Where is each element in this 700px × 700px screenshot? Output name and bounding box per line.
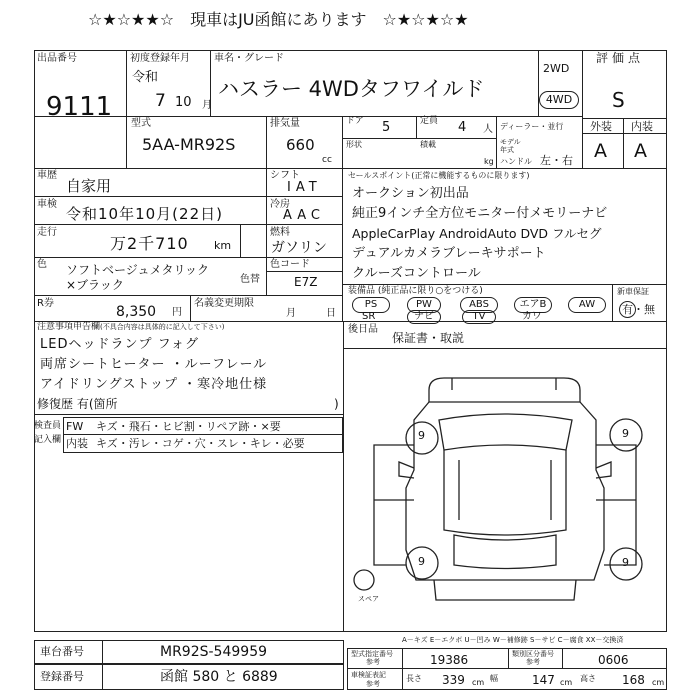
sales-point-5: クルーズコントロール [352,266,481,281]
fuel-label: 燃料 [270,227,290,238]
notes-list [40,337,267,397]
size-length-label: 長さ [406,674,422,683]
notes-label [37,323,224,332]
color-value-2: ×ブラック [66,278,124,292]
new-warranty-label: 新車保証 [617,287,649,296]
spare-label: スペア [358,595,379,603]
size-width-unit: cm [560,678,573,687]
displacement-value: 660 [286,136,315,154]
inspector-fw-text: キズ・飛石・ヒビ割・リペア跡・×要 [96,420,281,433]
rear-value: 保証書・取説 [392,331,465,345]
color-code-value: E7Z [294,275,318,289]
plate-label: 登録番号 [40,670,84,683]
rear-label: 後日品 [348,324,378,335]
repair-history: 修復歴 有(箇所 [37,397,118,411]
displacement-unit: cc [322,155,332,165]
notes-title: 注意事項申告欄 [37,322,101,332]
size-length: 339 [442,673,465,687]
equipment-note: (純正品に限り○をつける) [377,286,483,296]
sales-point-1: オークション初出品 [352,186,469,201]
fuel-value: ガソリン [271,240,327,256]
car-damage-diagram [344,350,668,620]
size-height-unit: cm [652,678,665,687]
size-label-2: 参考 [366,680,380,688]
equip-abs: ABS [460,297,498,313]
inspector-label-1: 検査員 [34,421,62,431]
color-change-label: 色替 [240,274,260,285]
sales-points-list [352,186,662,286]
handle-label: ハンドル [500,157,532,166]
plate-value: 函館 580 と 6889 [160,669,278,685]
model-year-label: モデル年式 [500,138,521,154]
doors-value: 5 [382,120,391,135]
equip-navi: ナビ [407,310,441,324]
banner: ☆★☆★★☆ 現車はJU函館にあります ☆★☆★☆★ [88,10,469,29]
equipment-label [348,287,483,296]
inspector-in-text: キズ・汚レ・コゲ・穴・スレ・キレ・必要 [96,437,305,450]
tire-mark-rr: 9 [622,556,629,569]
inspector-fw-label: FW [66,420,84,433]
displacement-label: 排気量 [270,118,300,129]
size-label-1: 車検証表記 [351,671,386,679]
size-height: 168 [622,673,645,687]
color-code-label: 色コード [270,259,310,270]
category-label-2: 参考 [526,658,540,666]
handle-value: 左・右 [540,154,573,167]
capacity-label: 定員 [420,116,439,126]
doors-label: ドア [346,116,364,126]
new-warranty-value: 有・無 [622,303,655,316]
lot-label: 出品番号 [37,53,77,64]
first-reg-era: 令和 [132,70,159,85]
exterior-label: 外装 [590,120,612,133]
interior-label: 内装 [631,120,653,133]
shift-value: IAT [287,180,322,195]
chassis-value: MR92S-549959 [160,644,268,660]
recycle-value: 8,350 [116,304,157,320]
score-label: 評価点 [596,51,645,65]
size-width: 147 [532,673,555,687]
color-value-1: ソフトベージュメタリック [66,263,210,277]
sales-points-label: セールスポイント(正常に機能するものに限ります) [348,171,530,180]
category-label-1: 類別区分番号 [512,650,554,658]
type-approval-label-2: 参考 [366,658,380,666]
note-line-2: 両席シートヒーター ・ルーフレール [40,357,268,372]
load-unit: kg [484,157,494,166]
chassis-label: 車台番号 [40,645,84,658]
drive-4wd-circled [539,91,579,109]
ac-value: AAC [283,208,325,223]
mileage-unit: km [214,239,232,252]
new-warranty-circle [619,301,636,318]
type-approval-label-1: 型式指定番号 [351,650,393,658]
equip-sr: SR [362,311,376,322]
equipment-title: 装備品 [348,286,376,296]
equip-leather: カワ [522,311,542,322]
tax-month: 月 [286,308,296,319]
dealer-label: ディーラー・並行 [500,122,564,131]
tax-day: 日 [326,308,336,319]
size-width-label: 幅 [490,674,498,683]
mileage-label: 走行 [37,227,57,238]
score-value: S [612,88,625,112]
shape-label: 形状 [346,140,362,149]
equip-aw: AW [568,297,606,313]
use-value: 自家用 [66,177,112,195]
damage-legend: A－キズ E－エクボ U－凹み W－補修跡 S－サビ C－腐食 XX－交換済 [402,636,624,644]
tax-label: 名義変更期限 [194,298,254,309]
drive-2wd: 2WD [543,62,570,75]
capacity-unit: 人 [483,124,493,135]
note-line-3: アイドリングストップ ・寒冷地仕様 [40,377,268,392]
interior-value: A [634,140,647,162]
equip-tv: TV [462,310,496,324]
category-value: 0606 [598,653,629,667]
first-reg-month: 10 [175,95,192,110]
tire-mark-rl: 9 [418,555,425,568]
equip-ps: PS [352,297,390,313]
type-approval-value: 19386 [430,653,469,667]
equip-pw: PW [407,297,441,313]
sales-point-4: デュアルカメラブレーキサポート [352,246,546,261]
inspection-label: 車検 [37,199,57,210]
ac-label: 冷房 [270,199,290,210]
first-reg-label: 初度登録年月 [130,53,190,64]
repair-close-paren: ) [334,397,339,411]
use-label: 車歴 [37,170,57,181]
tire-mark-fr: 9 [622,427,629,440]
load-label: 積載 [420,140,436,149]
exterior-value: A [594,140,607,162]
sales-point-3: AppleCarPlay AndroidAuto DVD フルセグ [352,226,602,241]
car-name-label: 車名・グレード [214,53,284,64]
inspector-label-2: 記入欄 [34,435,62,445]
model-label: 型式 [131,118,151,129]
equip-airbag: エアB [514,297,552,313]
inspector-in-label: 内装 [66,437,88,450]
sales-point-2: 純正9インチ全方位モニター付メモリーナビ [352,206,608,221]
size-length-unit: cm [472,678,485,687]
lot-number: 9111 [46,92,113,122]
mileage-value: 万2千710 [110,234,189,253]
first-reg-year: 7 [155,91,166,111]
car-name: ハスラー 4WDタフワイルド [218,77,485,101]
shift-label: シフト [270,170,300,181]
first-reg-month-unit: 月 [202,100,212,111]
tire-mark-fl: 9 [418,429,425,442]
color-label: 色 [37,259,47,270]
size-height-label: 高さ [580,674,596,683]
recycle-label: R券 [37,298,54,309]
model-value: 5AA-MR92S [142,135,236,154]
capacity-value: 4 [458,120,467,135]
inspection-value: 令和10年10月(22日) [66,205,223,223]
note-line-1: LEDヘッドランプ フォグ [40,337,199,352]
recycle-unit: 円 [172,307,182,318]
notes-sublabel: (不具合内容は具体的に記入して下さい) [100,323,225,331]
drive-4wd-label: 4WD [545,93,573,106]
